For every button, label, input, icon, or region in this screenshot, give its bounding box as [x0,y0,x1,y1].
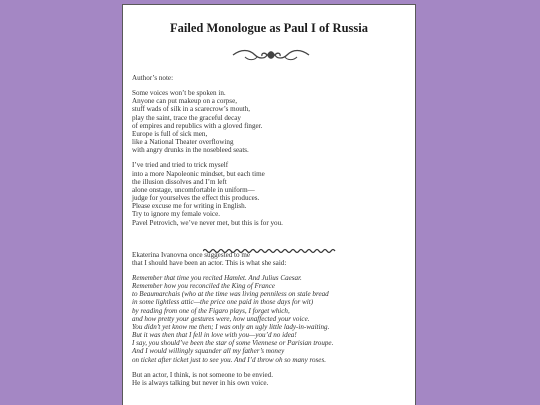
poem-line: judge for yourselves the effect this produces. [132,194,260,203]
poem-line: Anyone can put makeup on a corpse, [132,97,237,106]
poem-line: to Beaumarchais (who at the time was living penniless on stale bread [132,290,329,299]
poem-line: Please excuse me for writing in English. [132,202,247,211]
poem-line: Some voices won’t be spoken in. [132,89,226,98]
poem-line: of empires and republics with a gloved finger. [132,121,263,130]
poem-line: Try to ignore my female voice. [132,210,220,219]
poem-line: by reading from one of the Figaro plays, I forget which, [132,306,290,315]
poem-line: play the saint, trace the graceful decay [132,113,241,122]
poem-line: alone onstage, uncomfortable in uniform— [132,185,255,194]
poem-line: He is always talking but never in his own voice. [132,378,269,387]
wavy-divider-icon [203,248,336,254]
poem-page [122,4,416,405]
poem-line: Europe is full of sick men, [132,129,208,138]
stanza-1 [132,89,412,154]
poem-line: And I would willingly squander all my father’s money [132,347,285,356]
poem-line: Ekaterina Ivanovna once suggested to me [132,250,250,259]
poem-line: Remember that time you recited Hamlet. And Julius Caesar. [132,273,302,282]
poem-body [132,74,412,387]
poem-line: on ticket after ticket just to see you. And I’d throw oh so many roses. [132,355,326,364]
poem-line: like a National Theater overflowing [132,138,234,147]
flourish-ornament-icon [231,47,311,63]
poem-line: with angry drunks in the nosebleed seats. [132,146,249,155]
poem-line: the illusion dissolves and I’m left [132,177,227,186]
poem-line: But an actor, I think, is not someone to be envied. [132,370,273,379]
poem-line: stuff wads of silk in a scarecrow’s mouth, [132,105,251,114]
poem-line: Pavel Petrovich, we’ve never met, but this is for you. [132,218,283,227]
stanza-5 [132,371,412,387]
poem-title: Failed Monologue as Paul I of Russia [170,21,368,35]
poem-line: Remember how you reconciled the King of France [132,282,275,291]
poem-line: But it was then that I fell in love with you—you’d no idea! [132,331,297,340]
poem-line: in some lightless attic—the price one paid in those days for wit) [132,298,314,307]
poem-line: I’ve tried and tried to trick myself [132,161,229,170]
poem-line: and how pretty your gestures were, how unaffected your voice. [132,314,310,323]
poem-line: that I should have been an actor. This is what she said: [132,258,287,267]
stanza-4-quotation [132,274,412,364]
poem-line: into a more Napoleonic mindset, but each time [132,169,265,178]
authors-note-label: Author’s note: [132,74,174,82]
poem-line: I say, you should’ve been the star of some Viennese or Parisian troupe. [132,339,334,348]
stanza-2 [132,161,412,226]
poem-line: You didn’t yet know me then; I was only an ugly little lady-in-waiting. [132,322,330,331]
